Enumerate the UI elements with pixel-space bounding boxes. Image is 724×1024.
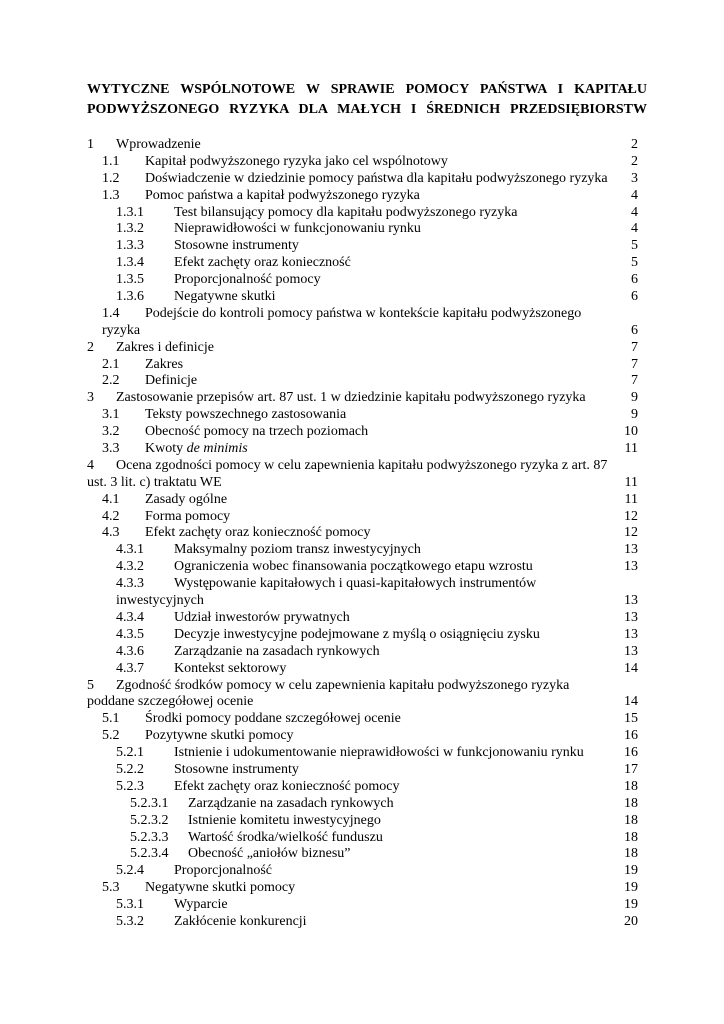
toc-entry-title-text: Zgodność środków pomocy w celu zapewnienia kapitału podwyższonego ryzyka bbox=[116, 677, 570, 693]
toc-entry bbox=[0, 424, 724, 441]
toc-entry-number: 4 bbox=[87, 457, 94, 473]
toc-entry-title-text: Wprowadzenie bbox=[116, 137, 201, 152]
toc-entry-title-text: Negatywne skutki bbox=[174, 289, 276, 305]
toc-entry-title-text: Obecność pomocy na trzech poziomach bbox=[145, 424, 369, 440]
toc-entry-title bbox=[145, 407, 346, 424]
toc-entry-continuation bbox=[0, 475, 724, 492]
toc-entry-page: 10 bbox=[624, 424, 638, 440]
toc-entry-number: 1 bbox=[87, 137, 94, 152]
toc-entry-title-text: Kwoty bbox=[145, 441, 187, 457]
toc-entry-title bbox=[145, 711, 401, 728]
toc-entry-title bbox=[116, 340, 214, 357]
toc-entry-page: 14 bbox=[624, 660, 638, 676]
toc-entry-number: 1.2 bbox=[102, 170, 120, 186]
toc-entry-title-text: Stosowne instrumenty bbox=[174, 238, 299, 254]
toc-entry-title-text: Zakres bbox=[145, 356, 184, 372]
toc-entry-page: 13 bbox=[624, 559, 638, 575]
toc-entry-title bbox=[145, 154, 448, 171]
toc-entry-page: 3 bbox=[631, 170, 638, 186]
toc-entry bbox=[0, 407, 724, 424]
toc-entry-page: 12 bbox=[624, 525, 638, 541]
toc-entry-page: 13 bbox=[624, 609, 638, 625]
toc-entry bbox=[0, 340, 724, 357]
toc-entry-page: 13 bbox=[624, 643, 638, 659]
toc-entry-title bbox=[145, 357, 183, 374]
toc-entry-title bbox=[174, 205, 517, 222]
toc-entry-title bbox=[174, 289, 275, 306]
toc-entry-title bbox=[145, 171, 608, 188]
toc-entry-page: 11 bbox=[624, 491, 638, 507]
toc-entry bbox=[0, 779, 724, 796]
toc-entry-page: 18 bbox=[624, 829, 638, 845]
toc-entry bbox=[0, 390, 724, 407]
toc-entry bbox=[0, 745, 724, 762]
toc-entry-title-text: Występowanie kapitałowych i quasi-kapitałowych instrumentów bbox=[174, 576, 537, 592]
toc-entry-title-text: Zastosowanie przepisów art. 87 ust. 1 w dziedzinie kapitału podwyższonego ryzyka bbox=[116, 390, 586, 406]
toc-entry-page: 19 bbox=[624, 863, 638, 879]
toc-entry-title bbox=[174, 914, 307, 931]
toc-entry-title bbox=[188, 796, 394, 813]
toc-entry bbox=[0, 357, 724, 374]
toc-entry-page: 2 bbox=[631, 153, 638, 169]
toc-entry-number: 5.3.1 bbox=[116, 897, 144, 913]
toc-entry-page: 4 bbox=[631, 187, 638, 203]
toc-entry-page: 17 bbox=[624, 761, 638, 777]
toc-entry-continuation bbox=[0, 694, 724, 711]
toc-entry-number: 4.3.2 bbox=[116, 559, 144, 575]
toc-entry-title bbox=[145, 306, 581, 323]
toc-entry-title-text: Obecność „aniołów biznesu” bbox=[188, 846, 351, 862]
toc-entry bbox=[0, 525, 724, 542]
toc-entry-title bbox=[188, 813, 381, 830]
toc-entry-title bbox=[145, 441, 248, 458]
toc-entry-title bbox=[145, 373, 197, 390]
toc-entry bbox=[0, 306, 724, 323]
toc-entry-number: 2 bbox=[87, 339, 94, 355]
toc-entry bbox=[0, 205, 724, 222]
toc-entry-number: 3.3 bbox=[102, 441, 120, 457]
toc-entry-title-text: Doświadczenie w dziedzinie pomocy państwa dla kapitału podwyższonego ryzyka bbox=[145, 170, 608, 186]
toc-entry-number: 5.2.3 bbox=[116, 778, 144, 794]
toc-entry bbox=[0, 661, 724, 678]
toc-entry-title-text: Decyzje inwestycyjne podejmowane z myślą o osiągnięciu zysku bbox=[174, 626, 540, 642]
toc-entry bbox=[0, 711, 724, 728]
toc-entry-title bbox=[174, 255, 351, 272]
toc-entry-page: 2 bbox=[631, 137, 638, 152]
toc-entry-title-text: Teksty powszechnego zastosowania bbox=[145, 407, 347, 423]
toc-entry-title bbox=[174, 863, 272, 880]
toc-entry bbox=[0, 880, 724, 897]
toc-entry-number: 3.1 bbox=[102, 407, 120, 423]
toc-entry-number: 4.3.4 bbox=[116, 609, 144, 625]
toc-entry-title bbox=[145, 509, 230, 526]
toc-entry-title bbox=[116, 458, 607, 475]
toc-entry-title bbox=[174, 762, 299, 779]
toc-entry-page: 18 bbox=[624, 778, 638, 794]
toc-entry-title-italic: de minimis bbox=[186, 441, 248, 457]
toc-entry bbox=[0, 238, 724, 255]
toc-entry-title bbox=[174, 542, 421, 559]
toc-entry bbox=[0, 796, 724, 813]
toc-entry-page: 4 bbox=[631, 221, 638, 237]
toc-entry-page: 13 bbox=[624, 542, 638, 558]
toc-entry-number: 1.1 bbox=[102, 153, 120, 169]
toc-entry-title-text: Maksymalny poziom transz inwestycyjnych bbox=[174, 542, 421, 558]
toc-entry-title-text: Zarządzanie na zasadach rynkowych bbox=[174, 643, 380, 659]
toc-entry-number: 4.3.3 bbox=[116, 576, 144, 592]
toc-entry-title-continued: poddane szczegółowej ocenie bbox=[87, 694, 254, 710]
toc-entry-number: 1.3 bbox=[102, 187, 120, 203]
toc-entry-title bbox=[188, 830, 383, 847]
toc-entry-title-text: Ograniczenia wobec finansowania początkowego etapu wzrostu bbox=[174, 559, 533, 575]
toc-entry-number: 4.2 bbox=[102, 508, 120, 524]
toc-entry bbox=[0, 188, 724, 205]
toc-entry-title-text: Efekt zachęty oraz konieczność pomocy bbox=[145, 525, 371, 541]
toc-entry-number: 5.3 bbox=[102, 880, 120, 896]
toc-entry-title-text: Zasady ogólne bbox=[145, 491, 228, 507]
toc-entry-number: 1.3.3 bbox=[116, 238, 144, 254]
toc-entry-title bbox=[145, 492, 227, 509]
toc-entry-title-text: Proporcjonalność pomocy bbox=[174, 272, 321, 288]
toc-entry-title-text: Efekt zachęty oraz konieczność pomocy bbox=[174, 778, 400, 794]
toc-entry-title-text: Pozytywne skutki pomocy bbox=[145, 728, 294, 744]
toc-entry-title-text: Istnienie komitetu inwestycyjnego bbox=[188, 812, 381, 828]
toc-entry bbox=[0, 846, 724, 863]
toc-entry-title bbox=[174, 221, 421, 238]
toc-entry-number: 2.1 bbox=[102, 356, 120, 372]
toc-entry-title-text: Wartość środka/wielkość funduszu bbox=[188, 829, 383, 845]
toc-entry-number: 5.2.1 bbox=[116, 745, 144, 761]
toc-entry-page: 9 bbox=[631, 407, 638, 423]
toc-entry-title-text: Definicje bbox=[145, 373, 198, 389]
document-title-line-2: PODWYŻSZONEGO RYZYKA DLA MAŁYCH I ŚREDNICH PRZEDSIĘBIORSTW bbox=[87, 102, 647, 117]
toc-entry-title-text: Istnienie i udokumentowanie nieprawidłowości w funkcjonowaniu rynku bbox=[174, 745, 584, 761]
toc-entry-number: 5.2.3.1 bbox=[130, 795, 169, 811]
toc-entry-page: 5 bbox=[631, 238, 638, 254]
toc-entry-number: 5.2.3.3 bbox=[130, 829, 169, 845]
toc-entry-title-text: Proporcjonalność bbox=[174, 863, 272, 879]
toc-entry bbox=[0, 458, 724, 475]
toc-entry-page: 9 bbox=[631, 390, 638, 406]
toc-entry bbox=[0, 897, 724, 914]
toc-entry-number: 4.3.6 bbox=[116, 643, 144, 659]
toc-entry-number: 4.3 bbox=[102, 525, 120, 541]
document-title bbox=[87, 80, 647, 120]
toc-entry-page: 18 bbox=[624, 846, 638, 862]
toc-entry-title-text: Udział inwestorów prywatnych bbox=[174, 609, 350, 625]
toc-entry bbox=[0, 542, 724, 559]
toc-entry-page: 6 bbox=[631, 322, 638, 338]
toc-entry-number: 3.2 bbox=[102, 424, 120, 440]
toc-entry-title bbox=[174, 661, 286, 678]
toc-entry-number: 4.3.1 bbox=[116, 542, 144, 558]
toc-entry-title-text: Pomoc państwa a kapitał podwyższonego ryzyka bbox=[145, 187, 420, 203]
toc-entry-page: 6 bbox=[631, 289, 638, 305]
toc-entry-number: 3 bbox=[87, 390, 94, 406]
toc-entry-number: 4.3.5 bbox=[116, 626, 144, 642]
toc-entry bbox=[0, 610, 724, 627]
toc-entry-title bbox=[188, 846, 351, 863]
toc-entry bbox=[0, 154, 724, 171]
toc-entry-title-text: Zakres i definicje bbox=[116, 339, 214, 355]
toc-entry-continuation bbox=[0, 593, 724, 610]
toc-entry-page: 7 bbox=[631, 356, 638, 372]
toc-entry-number: 5.2 bbox=[102, 728, 120, 744]
toc-entry-page: 11 bbox=[624, 474, 638, 490]
toc-entry-number: 1.3.4 bbox=[116, 255, 144, 271]
toc-entry bbox=[0, 559, 724, 576]
toc-entry-page: 13 bbox=[624, 593, 638, 609]
toc-entry bbox=[0, 863, 724, 880]
toc-entry bbox=[0, 627, 724, 644]
toc-entry bbox=[0, 914, 724, 931]
toc-entry-title bbox=[116, 390, 586, 407]
toc-entry-title-text: Efekt zachęty oraz konieczność bbox=[174, 255, 351, 271]
toc-entry-title bbox=[116, 137, 201, 154]
toc-entry bbox=[0, 289, 724, 306]
toc-entry bbox=[0, 644, 724, 661]
toc-entry-title bbox=[174, 238, 299, 255]
toc-entry-title-text: Podejście do kontroli pomocy państwa w kontekście kapitału podwyższonego bbox=[145, 305, 582, 321]
toc-entry bbox=[0, 441, 724, 458]
toc-entry-title-text: Kontekst sektorowy bbox=[174, 660, 287, 676]
document-title-line-1: WYTYCZNE WSPÓLNOTOWE W SPRAWIE POMOCY PAŃSTWA I KAPITAŁU bbox=[87, 82, 647, 97]
toc-entry bbox=[0, 171, 724, 188]
toc-entry-continuation bbox=[0, 323, 724, 340]
toc-entry bbox=[0, 762, 724, 779]
toc-entry bbox=[0, 678, 724, 695]
toc-entry-title-text: Wyparcie bbox=[174, 897, 228, 913]
toc-entry-page: 5 bbox=[631, 255, 638, 271]
toc-entry-title bbox=[174, 745, 584, 762]
toc-entry bbox=[0, 255, 724, 272]
toc-entry-title-text: Zarządzanie na zasadach rynkowych bbox=[188, 795, 394, 811]
toc-entry-number: 5.2.4 bbox=[116, 863, 144, 879]
toc-entry bbox=[0, 272, 724, 289]
toc-entry-number: 1.3.5 bbox=[116, 272, 144, 288]
toc-entry bbox=[0, 373, 724, 390]
toc-entry-number: 5.1 bbox=[102, 711, 120, 727]
toc-entry-title bbox=[174, 610, 350, 627]
toc-entry-number: 5 bbox=[87, 677, 94, 693]
toc-entry-page: 18 bbox=[624, 812, 638, 828]
toc-entry bbox=[0, 509, 724, 526]
toc-entry-title bbox=[145, 188, 420, 205]
toc-entry-page: 16 bbox=[624, 745, 638, 761]
toc-entry-title bbox=[174, 644, 380, 661]
toc-entry-number: 1.3.6 bbox=[116, 289, 144, 305]
toc-entry-page: 13 bbox=[624, 626, 638, 642]
toc-entry-title-continued: ust. 3 lit. c) traktatu WE bbox=[87, 474, 222, 490]
toc-entry-page: 15 bbox=[624, 711, 638, 727]
toc-entry-number: 5.3.2 bbox=[116, 913, 144, 929]
toc-entry-page: 11 bbox=[624, 441, 638, 457]
toc-entry bbox=[0, 137, 724, 154]
toc-entry-number: 5.2.3.4 bbox=[130, 846, 169, 862]
toc-entry-title-text: Test bilansujący pomocy dla kapitału podwyższonego ryzyka bbox=[174, 204, 518, 220]
toc-entry-page: 19 bbox=[624, 897, 638, 913]
toc-entry-title bbox=[174, 272, 321, 289]
toc-entry-page: 7 bbox=[631, 373, 638, 389]
toc-entry-page: 20 bbox=[624, 913, 638, 929]
toc-entry-title bbox=[174, 897, 228, 914]
toc-entry-number: 5.2.2 bbox=[116, 761, 144, 777]
toc-entry-page: 18 bbox=[624, 795, 638, 811]
toc-entry-number: 1.3.2 bbox=[116, 221, 144, 237]
toc-entry-page: 7 bbox=[631, 339, 638, 355]
toc-entry-page: 12 bbox=[624, 508, 638, 524]
toc-entry-page: 19 bbox=[624, 880, 638, 896]
toc-entry-title-continued: inwestycyjnych bbox=[116, 593, 204, 609]
toc-entry-title bbox=[145, 424, 368, 441]
toc-entry bbox=[0, 830, 724, 847]
toc-entry-title bbox=[145, 880, 295, 897]
toc-entry-title bbox=[145, 525, 370, 542]
toc-entry-title-continued: ryzyka bbox=[102, 322, 141, 338]
toc-entry-number: 2.2 bbox=[102, 373, 120, 389]
toc-entry-title-text: Negatywne skutki pomocy bbox=[145, 880, 296, 896]
toc-entry-number: 5.2.3.2 bbox=[130, 812, 169, 828]
toc-entry-number: 1.3.1 bbox=[116, 204, 144, 220]
toc-entry-title-text: Stosowne instrumenty bbox=[174, 761, 299, 777]
toc-entry-title-text: Nieprawidłowości w funkcjonowaniu rynku bbox=[174, 221, 421, 237]
toc-entry-title bbox=[116, 678, 569, 695]
toc-entry-title bbox=[174, 576, 536, 593]
toc-entry-page: 14 bbox=[624, 694, 638, 710]
toc-entry-page: 4 bbox=[631, 204, 638, 220]
toc-entry-title-text: Kapitał podwyższonego ryzyka jako cel wspólnotowy bbox=[145, 153, 448, 169]
toc-entry-number: 1.4 bbox=[102, 305, 120, 321]
toc-entry-title bbox=[174, 627, 540, 644]
toc-entry-title-text: Środki pomocy poddane szczegółowej ocenie bbox=[145, 711, 401, 727]
toc-entry bbox=[0, 221, 724, 238]
toc-entry-title bbox=[145, 728, 294, 745]
toc-entry-title-text: Zakłócenie konkurencji bbox=[174, 913, 307, 929]
toc-entry-title bbox=[174, 779, 399, 796]
toc-entry-title bbox=[174, 559, 533, 576]
toc-entry-page: 6 bbox=[631, 272, 638, 288]
toc-entry-number: 4.1 bbox=[102, 491, 120, 507]
toc-entry bbox=[0, 492, 724, 509]
toc-entry bbox=[0, 813, 724, 830]
toc-entry bbox=[0, 576, 724, 593]
table-of-contents bbox=[0, 137, 724, 931]
toc-entry-title-text: Ocena zgodności pomocy w celu zapewnienia kapitału podwyższonego ryzyka z art. 87 bbox=[116, 457, 608, 473]
toc-entry-title-text: Forma pomocy bbox=[145, 508, 231, 524]
toc-entry-page: 16 bbox=[624, 728, 638, 744]
toc-entry bbox=[0, 728, 724, 745]
toc-entry-number: 4.3.7 bbox=[116, 660, 144, 676]
